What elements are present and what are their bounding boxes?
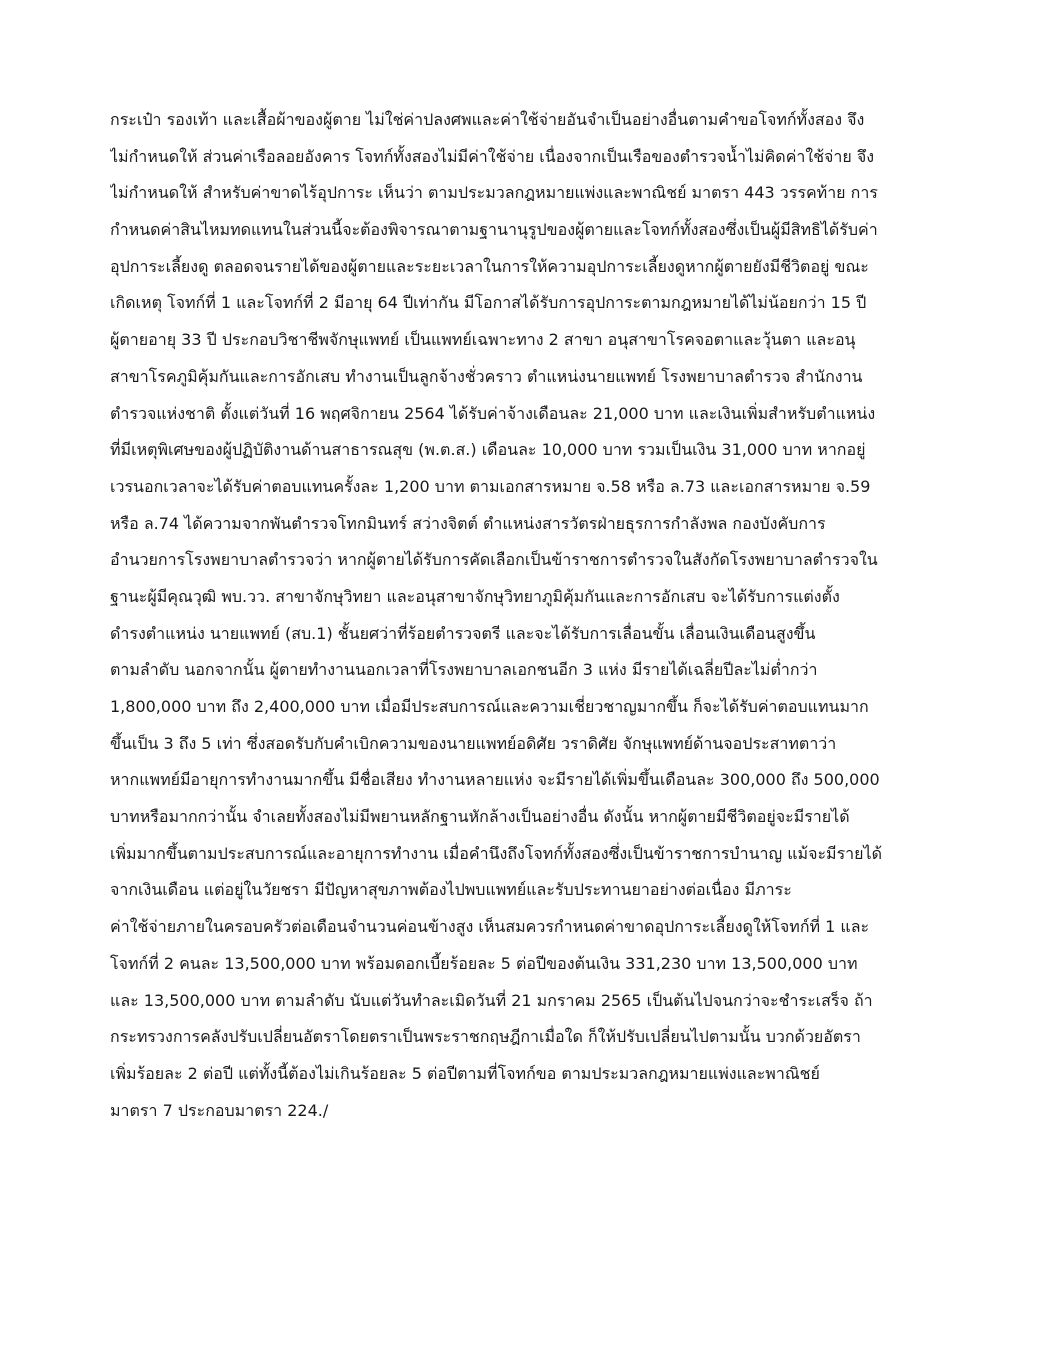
text-line: กำหนดค่าสินไหมทดแทนในส่วนนี้จะต้องพิจารณาตามฐานานุรูปของผู้ตายและโจทก์ทั้งสองซึ่งเป็นผู้มีสิทธิได้รับค่า [110,220,878,240]
text-line: กระทรวงการคลังปรับเปลี่ยนอัตราโดยตราเป็นพระราชกฤษฎีกาเมื่อใด ก็ให้ปรับเปลี่ยนไปตามนั้น บวกด้วยอัตรา [110,1027,861,1047]
text-line: เพิ่มมากขึ้นตามประสบการณ์และอายุการทำงาน เมื่อคำนึงถึงโจทก์ทั้งสองซึ่งเป็นข้าราชการบำนาญ แม้จะมีรายได้ [110,843,882,863]
text-line: ผู้ตายอายุ 33 ปี ประกอบวิชาชีพจักษุแพทย์ เป็นแพทย์เฉพาะทาง 2 สาขา อนุสาขาโรคจอตาและวุ้นตา และอนุ [110,330,856,350]
text-line: ขึ้นเป็น 3 ถึง 5 เท่า ซึ่งสอดรับกับคำเบิกความของนายแพทย์อดิศัย วราดิศัย จักษุแพทย์ด้านจอประสาทตาว่า [110,733,837,753]
text-line: เพิ่มร้อยละ 2 ต่อปี แต่ทั้งนี้ต้องไม่เกินร้อยละ 5 ต่อปีตามที่โจทก์ขอ ตามประมวลกฎหมายแพ่งและพาณิชย์ [110,1063,820,1083]
text-line: หากแพทย์มีอายุการทำงานมากขึ้น มีชื่อเสียง ทำงานหลายแห่ง จะมีรายได้เพิ่มขึ้นเดือนละ 300,000 ถึง 500,000 [110,770,880,790]
document-body [110,102,950,1129]
text-line: เกิดเหตุ โจทก์ที่ 1 และโจทก์ที่ 2 มีอายุ 64 ปีเท่ากัน มีโอกาสได้รับการอุปการะตามกฎหมายได้ไม่น้อยกว่า 15 ปี [110,293,867,313]
text-line: บาทหรือมากกว่านั้น จำเลยทั้งสองไม่มีพยานหลักฐานหักล้างเป็นอย่างอื่น ดังนั้น หากผู้ตายมีชีวิตอยู่จะมีรายได้ [110,807,850,827]
text-line: ไม่กำหนดให้ ส่วนค่าเรือลอยอังคาร โจทก์ทั้งสองไม่มีค่าใช้จ่าย เนื่องจากเป็นเรือของตำรวจน้ำไม่คิดค่าใช้จ่าย จึง [110,146,875,166]
text-line: อุปการะเลี้ยงดู ตลอดจนรายได้ของผู้ตายและระยะเวลาในการให้ความอุปการะเลี้ยงดูหากผู้ตายยังมีชีวิตอยู่ ขณะ [110,256,869,276]
text-line: ไม่กำหนดให้ สำหรับค่าขาดไร้อุปการะ เห็นว่า ตามประมวลกฎหมายแพ่งและพาณิชย์ มาตรา 443 วรรคท้าย การ [110,183,878,203]
text-line: ที่มีเหตุพิเศษของผู้ปฏิบัติงานด้านสาธารณสุข (พ.ต.ส.) เดือนละ 10,000 บาท รวมเป็นเงิน 31,000 บาท หากอยู่ [110,440,866,460]
text-line: และ 13,500,000 บาท ตามลำดับ นับแต่วันทำละเมิดวันที่ 21 มกราคม 2565 เป็นต้นไปจนกว่าจะชำระเสร็จ ถ้า [110,990,873,1010]
text-line: อำนวยการโรงพยาบาลตำรวจว่า หากผู้ตายได้รับการคัดเลือกเป็นข้าราชการตำรวจในสังกัดโรงพยาบาลตำรวจใน [110,550,878,570]
text-line: สาขาโรคภูมิคุ้มกันและการอักเสบ ทำงานเป็นลูกจ้างชั่วคราว ตำแหน่งนายแพทย์ โรงพยาบาลตำรวจ สำนักงาน [110,366,863,386]
text-line: จากเงินเดือน แต่อยู่ในวัยชรา มีปัญหาสุขภาพต้องไปพบแพทย์และรับประทานยาอย่างต่อเนื่อง มีภาระ [110,880,792,900]
text-line: 1,800,000 บาท ถึง 2,400,000 บาท เมื่อมีประสบการณ์และความเชี่ยวชาญมากขึ้น ก็จะได้รับค่าตอบแทนมาก [110,697,869,716]
text-line: กระเป๋า รองเท้า และเสื้อผ้าของผู้ตาย ไม่ใช่ค่าปลงศพและค่าใช้จ่ายอันจำเป็นอย่างอื่นตามคำขอโจทก์ทั้งสอง จึง [110,110,865,129]
text-line: เวรนอกเวลาจะได้รับค่าตอบแทนครั้งละ 1,200 บาท ตามเอกสารหมาย จ.58 หรือ ล.73 และเอกสารหมาย จ.59 [110,476,871,496]
text-line: หรือ ล.74 ได้ความจากพันตำรวจโทกมินทร์ สว่างจิตต์ ตำแหน่งสารวัตรฝ่ายธุรการกำลังพล กองบังคับการ [110,513,826,533]
text-line: ดำรงตำแหน่ง นายแพทย์ (สบ.1) ชั้นยศว่าที่ร้อยตำรวจตรี และจะได้รับการเลื่อนขั้น เลื่อนเงินเดือนสูงขึ้น [110,623,816,643]
text-line: ฐานะผู้มีคุณวุฒิ พบ.วว. สาขาจักษุวิทยา และอนุสาขาจักษุวิทยาภูมิคุ้มกันและการอักเสบ จะได้รับการแต่งตั้ง [110,586,840,606]
text-line: ตามลำดับ นอกจากนั้น ผู้ตายทำงานนอกเวลาที่โรงพยาบาลเอกชนอีก 3 แห่ง มีรายได้เฉลี่ยปีละไม่ต่ำกว่า [110,660,818,680]
text-line: โจทก์ที่ 2 คนละ 13,500,000 บาท พร้อมดอกเบี้ยร้อยละ 5 ต่อปีของต้นเงิน 331,230 บาท 13,500,000 บาท [110,953,858,973]
text-line: ตำรวจแห่งชาติ ตั้งแต่วันที่ 16 พฤศจิกายน 2564 ได้รับค่าจ้างเดือนละ 21,000 บาท และเงินเพิ่มสำหรับตำแหน่ง [110,403,876,423]
text-line: ค่าใช้จ่ายภายในครอบครัวต่อเดือนจำนวนค่อนข้างสูง เห็นสมควรกำหนดค่าขาดอุปการะเลี้ยงดูให้โจทก์ที่ 1 และ [110,917,870,937]
text-line: มาตรา 7 ประกอบมาตรา 224./ [110,1100,329,1120]
